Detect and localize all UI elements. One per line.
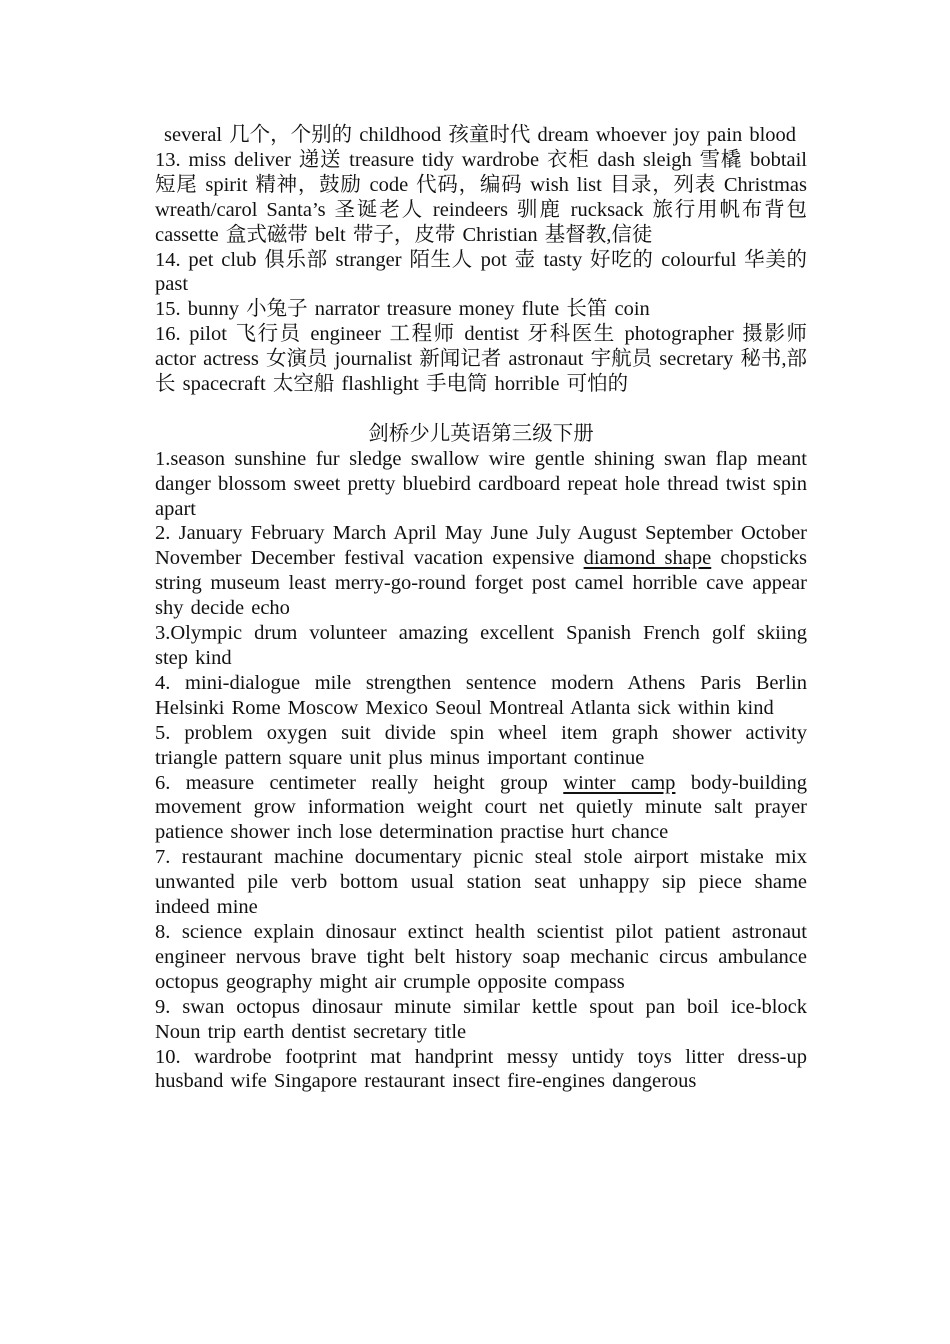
entry-text: several 几个，个别的 childhood 孩童时代 dream whoever joy pain blood [164, 124, 797, 146]
vocab-entry-14 [155, 248, 807, 298]
lesson-2-words [155, 521, 807, 621]
document-page [155, 123, 807, 1094]
lesson-2-underlined-phrase: diamond shape [583, 547, 712, 570]
lesson-5-words: 5. problem oxygen suit divide spin wheel item graph shower activity triangle pattern square unit plus minus important continue [155, 721, 807, 769]
entry-number: 13. [155, 148, 181, 171]
entry-text: pilot 飞行员 engineer 工程师 dentist 牙科医生 photographer 摄影师 actor actress 女演员 journalist 新闻记者 astronaut 宇航员 secretary 秘书,部长 spacecraft 太空船 flashlight 手电筒 horrible 可怕的 [155, 323, 807, 396]
entry-number: 14. [155, 248, 181, 271]
entry-text: miss deliver 递送 treasure tidy wardrobe 衣柜 dash sleigh 雪橇 bobtail 短尾 spirit 精神，鼓励 code 代码，编码 wish list 目录，列表 Christmas wreath/carol Santa’s 圣诞老人 reindeers 驯鹿 rucksack 旅行用帆布背包 cassette 盒式磁带 belt 带子，皮带 Christian 基督教,信徒 [155, 148, 808, 246]
lesson-4-words: 4. mini-dialogue mile strengthen sentence modern Athens Paris Berlin Helsinki Rome Moscow Mexico Seoul Montreal Atlanta sick within kind [155, 671, 807, 719]
lesson-6-underlined-phrase: winter camp [563, 771, 676, 794]
vocab-entry-15 [155, 297, 807, 322]
lesson-2-text-a: 2. January February March April May June July August September October November December festival vacation expensive [155, 522, 807, 570]
lesson-2-text-b: chopsticks string museum least merry-go-round forget post camel horrible cave appear shy decide echo [155, 547, 807, 620]
vocab-entry-16 [155, 322, 807, 397]
lesson-7-words: 7. restaurant machine documentary picnic steal stole airport mistake mix unwanted pile verb bottom usual station seat unhappy sip piece shame indeed mine [155, 846, 807, 919]
entry-number: 16. [155, 323, 181, 346]
lesson-9-words: 9. swan octopus dinosaur minute similar kettle spout pan boil ice-block Noun trip earth dentist secretary title [155, 995, 807, 1043]
entry-text: pet club 俱乐部 stranger 陌生人 pot 壶 tasty 好吃的 colourful 华美的 past [155, 248, 807, 296]
lesson-6-text-a: 6. measure centimeter really height group [155, 771, 564, 794]
lesson-1-words: 1.season sunshine fur sledge swallow wire gentle shining swan flap meant danger blossom sweet pretty bluebird cardboard repeat hole thread twist spin apart [155, 447, 807, 520]
lesson-6-words [155, 771, 807, 846]
vocab-entry-12-continued [155, 123, 807, 148]
entry-number: 15. [155, 298, 181, 321]
section-heading: 剑桥少儿英语第三级下册 [368, 422, 594, 445]
entry-text: bunny 小兔子 narrator treasure money flute 长笛 coin [187, 298, 650, 321]
lesson-8-words: 8. science explain dinosaur extinct health scientist pilot patient astronaut engineer nervous brave tight belt history soap mechanic circus ambulance octopus geography might air crumple opposite compass [155, 920, 807, 993]
blank-line [155, 397, 807, 422]
lesson-6-text-b: body-building movement grow information weight court net quietly minute salt prayer patience shower inch lose determination practise hurt chance [155, 771, 807, 844]
lesson-3-words: 3.Olympic drum volunteer amazing excellent Spanish French golf skiing step kind [155, 622, 807, 670]
lesson-10-words: 10. wardrobe footprint mat handprint messy untidy toys litter dress-up husband wife Singapore restaurant insect fire-engines dangerous [155, 1045, 807, 1093]
vocab-entry-13 [155, 148, 807, 248]
